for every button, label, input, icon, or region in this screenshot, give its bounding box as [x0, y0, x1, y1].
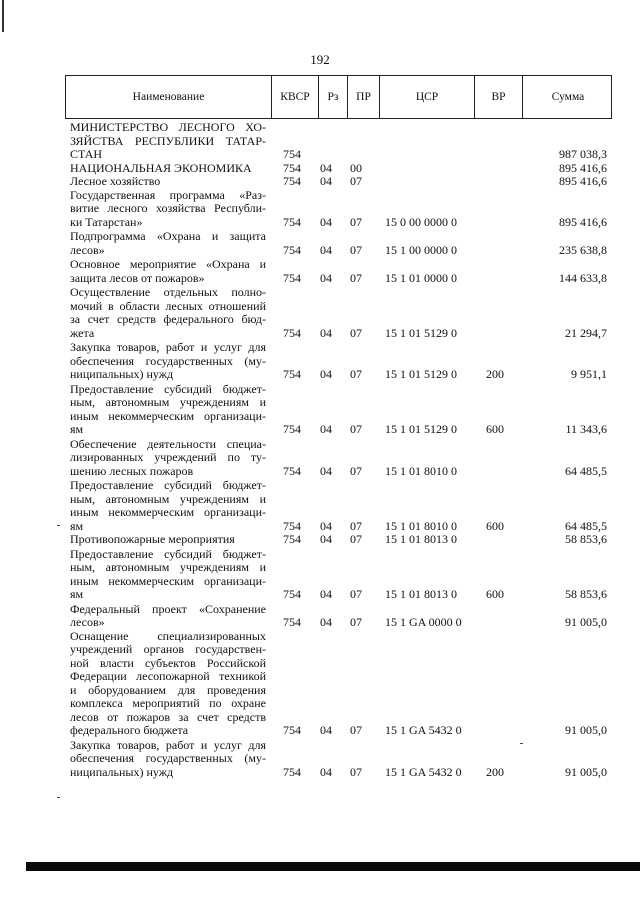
row-name-line: ниципальных) нужд: [70, 764, 174, 779]
header-sum: Сумма: [522, 76, 613, 118]
row-name: [70, 286, 266, 340]
row-csr: 15 1 01 5129 0: [385, 325, 457, 340]
row-csr: 15 1 01 5129 0: [385, 422, 457, 436]
row-pr: 07: [350, 723, 362, 737]
row-sum: 91 005,0: [565, 723, 607, 737]
row-rz: 04: [320, 325, 332, 340]
row-sum: 58 853,6: [565, 587, 607, 601]
row-sum: 58 853,6: [565, 532, 607, 546]
row-kvsr: 754: [283, 367, 301, 381]
header-pr: ПР: [347, 76, 379, 118]
row-name-line: ным, автономным учреждениям и: [70, 560, 266, 574]
row-kvsr: 754: [283, 160, 301, 175]
row-name-line: защита лесов от пожаров»: [70, 270, 205, 285]
row-name-line: Государственная программа «Раз-: [70, 187, 266, 202]
row-name-line: Осуществление отдельных полно-: [70, 285, 266, 299]
row-name-line: Лесное хозяйство: [70, 174, 161, 188]
row-name: [70, 630, 266, 738]
row-name-line: ям: [70, 422, 84, 436]
row-name: [70, 230, 266, 257]
row-name-line: иным некоммерческим организаци-: [70, 505, 266, 519]
row-name-line: НАЦИОНАЛЬНАЯ ЭКОНОМИКА: [70, 160, 252, 175]
row-name: [70, 548, 266, 602]
row-rz: 04: [320, 242, 332, 257]
row-sum: 21 294,7: [565, 325, 607, 340]
header-vr: ВР: [474, 76, 522, 118]
row-vr: 200: [486, 367, 504, 381]
row-sum: 91 005,0: [565, 764, 607, 779]
row-pr: 07: [350, 422, 362, 436]
row-pr: 07: [350, 587, 362, 601]
header-kvsr: КВСР: [271, 76, 318, 118]
row-kvsr: 754: [283, 270, 301, 285]
row-rz: 04: [320, 764, 332, 779]
row-sum: 987 038,3: [559, 147, 607, 161]
row-name-line: ям: [70, 518, 84, 533]
row-name: [70, 383, 266, 437]
row-name-line: ным, автономным учреждениям и: [70, 395, 266, 409]
row-name-line: обеспечения государственных (му-: [70, 353, 266, 368]
row-sum: 144 633,8: [559, 270, 607, 285]
header-name: Наименование: [132, 91, 205, 103]
row-name-line: иным некоммерческим организаци-: [70, 573, 266, 588]
row-pr: 07: [350, 214, 362, 229]
header-rz: Рз: [318, 76, 347, 118]
row-pr: 07: [350, 367, 362, 381]
row-name-line: ям: [70, 587, 84, 601]
row-kvsr: 754: [283, 463, 301, 478]
row-name-line: лизированных учреждений по ту-: [70, 450, 266, 464]
row-rz: 04: [320, 518, 332, 533]
row-rz: 04: [320, 367, 332, 381]
row-csr: 15 1 01 8013 0: [385, 587, 457, 601]
row-name-line: Предоставление субсидий бюджет-: [70, 546, 266, 561]
scan-bottom-bar: [26, 862, 640, 871]
row-pr: 07: [350, 174, 362, 188]
row-name-line: федерального бюджета: [70, 723, 189, 737]
row-name-line: Закупка товаров, работ и услуг для: [70, 340, 266, 354]
row-pr: 07: [350, 532, 362, 546]
row-csr: 15 1 GA 5432 0: [385, 764, 462, 779]
row-csr: 15 0 00 0000 0: [385, 214, 457, 229]
row-rz: 04: [320, 615, 332, 629]
row-name-line: Обеспечение деятельности специа-: [70, 436, 266, 451]
row-csr: 15 1 GA 5432 0: [385, 723, 462, 737]
row-pr: 07: [350, 764, 362, 779]
row-name-line: СТАН: [70, 147, 103, 161]
row-name-line: шению лесных пожаров: [70, 463, 194, 478]
row-name-line: ниципальных) нужд: [70, 367, 174, 381]
row-sum: 895 416,6: [559, 160, 607, 175]
row-csr: 15 1 01 8010 0: [385, 463, 457, 478]
page-number: 192: [310, 52, 330, 67]
row-name-line: Основное мероприятие «Охрана и: [70, 257, 266, 271]
row-name-line: и оборудованием для проведения: [70, 682, 266, 697]
row-name-line: учреждений органов государствен-: [70, 642, 266, 656]
row-name-line: витие лесного хозяйства Республи-: [70, 201, 266, 215]
row-name-line: Оснащение специализированных: [70, 628, 266, 643]
row-name-line: Федеральный проект «Сохранение: [70, 601, 266, 616]
row-pr: 07: [350, 518, 362, 533]
table-header: [65, 75, 612, 119]
row-csr: 15 1 GA 0000 0: [385, 615, 462, 629]
row-rz: 04: [320, 214, 332, 229]
row-sum: 895 416,6: [559, 214, 607, 229]
row-sum: 9 951,1: [571, 367, 607, 381]
row-name-line: иным некоммерческим организаци-: [70, 408, 266, 423]
row-rz: 04: [320, 463, 332, 478]
row-name: [70, 258, 266, 285]
row-name: [70, 189, 266, 230]
row-kvsr: 754: [283, 242, 301, 257]
row-name-line: жета: [70, 325, 95, 340]
row-name: [70, 438, 266, 479]
row-name-line: МИНИСТЕРСТВО ЛЕСНОГО ХО-: [70, 120, 266, 134]
row-csr: 15 1 01 8010 0: [385, 518, 457, 533]
row-csr: 15 1 01 5129 0: [385, 367, 457, 381]
row-name-line: Федерации лесопожарной техникой: [70, 669, 266, 683]
scan-speck: [57, 797, 60, 798]
row-name-line: Закупка товаров, работ и услуг для: [70, 737, 266, 752]
row-sum: 64 485,5: [565, 463, 607, 478]
row-name-line: обеспечения государственных (му-: [70, 751, 266, 765]
row-name: [70, 479, 266, 533]
row-kvsr: 754: [283, 325, 301, 340]
header-csr: ЦСР: [379, 76, 474, 118]
row-csr: 15 1 00 0000 0: [385, 242, 457, 257]
row-kvsr: 754: [283, 723, 301, 737]
row-name: [70, 162, 266, 176]
row-name-line: Подпрограмма «Охрана и защита: [70, 229, 266, 243]
row-name-line: лесов от пожаров за счет средств: [70, 709, 266, 724]
row-pr: 07: [350, 242, 362, 257]
row-pr: 07: [350, 615, 362, 629]
row-name-line: ЗЯЙСТВА РЕСПУБЛИКИ ТАТАР-: [70, 133, 266, 148]
row-sum: 895 416,6: [559, 174, 607, 188]
row-name-line: за счет средств федерального бюд-: [70, 312, 266, 326]
row-name-line: ной власти субъектов Российской: [70, 655, 266, 670]
row-pr: 00: [350, 160, 362, 175]
row-name-line: Противопожарные мероприятия: [70, 532, 235, 546]
row-vr: 600: [486, 587, 504, 601]
row-pr: 07: [350, 463, 362, 478]
row-name-line: лесов»: [70, 242, 105, 257]
row-sum: 235 638,8: [559, 242, 607, 257]
row-vr: 200: [486, 764, 504, 779]
row-sum: 64 485,5: [565, 518, 607, 533]
row-name: [70, 175, 266, 189]
row-rz: 04: [320, 174, 332, 188]
row-rz: 04: [320, 422, 332, 436]
row-name-line: Предоставление субсидий бюджет-: [70, 381, 266, 396]
row-rz: 04: [320, 587, 332, 601]
row-csr: 15 1 01 0000 0: [385, 270, 457, 285]
row-kvsr: 754: [283, 518, 301, 533]
row-kvsr: 754: [283, 422, 301, 436]
row-name-line: ным, автономным учреждениям и: [70, 491, 266, 506]
row-name: [70, 341, 266, 382]
row-kvsr: 754: [283, 214, 301, 229]
row-name-line: мочий в области лесных отношений: [70, 298, 266, 313]
row-csr: 15 1 01 8013 0: [385, 532, 457, 546]
row-name: [70, 533, 266, 547]
row-rz: 04: [320, 532, 332, 546]
row-sum: 91 005,0: [565, 615, 607, 629]
row-name-line: лесов»: [70, 615, 105, 629]
row-name: [70, 739, 266, 780]
row-vr: 600: [486, 422, 504, 436]
row-kvsr: 754: [283, 587, 301, 601]
row-kvsr: 754: [283, 615, 301, 629]
row-name: [70, 121, 266, 162]
row-kvsr: 754: [283, 174, 301, 188]
row-kvsr: 754: [283, 147, 301, 161]
row-kvsr: 754: [283, 532, 301, 546]
row-name: [70, 603, 266, 630]
row-rz: 04: [320, 723, 332, 737]
row-pr: 07: [350, 270, 362, 285]
row-sum: 11 343,6: [565, 422, 607, 436]
row-pr: 07: [350, 325, 362, 340]
row-name-line: комплекса мероприятий по охране: [70, 696, 266, 710]
row-name-line: Предоставление субсидий бюджет-: [70, 478, 266, 492]
row-kvsr: 754: [283, 764, 301, 779]
row-rz: 04: [320, 160, 332, 175]
row-name-line: ки Татарстан»: [70, 214, 143, 229]
row-vr: 600: [486, 518, 504, 533]
scan-margin-mark: [2, 0, 4, 32]
scan-speck: [520, 743, 523, 744]
row-rz: 04: [320, 270, 332, 285]
scan-speck: [57, 525, 60, 526]
